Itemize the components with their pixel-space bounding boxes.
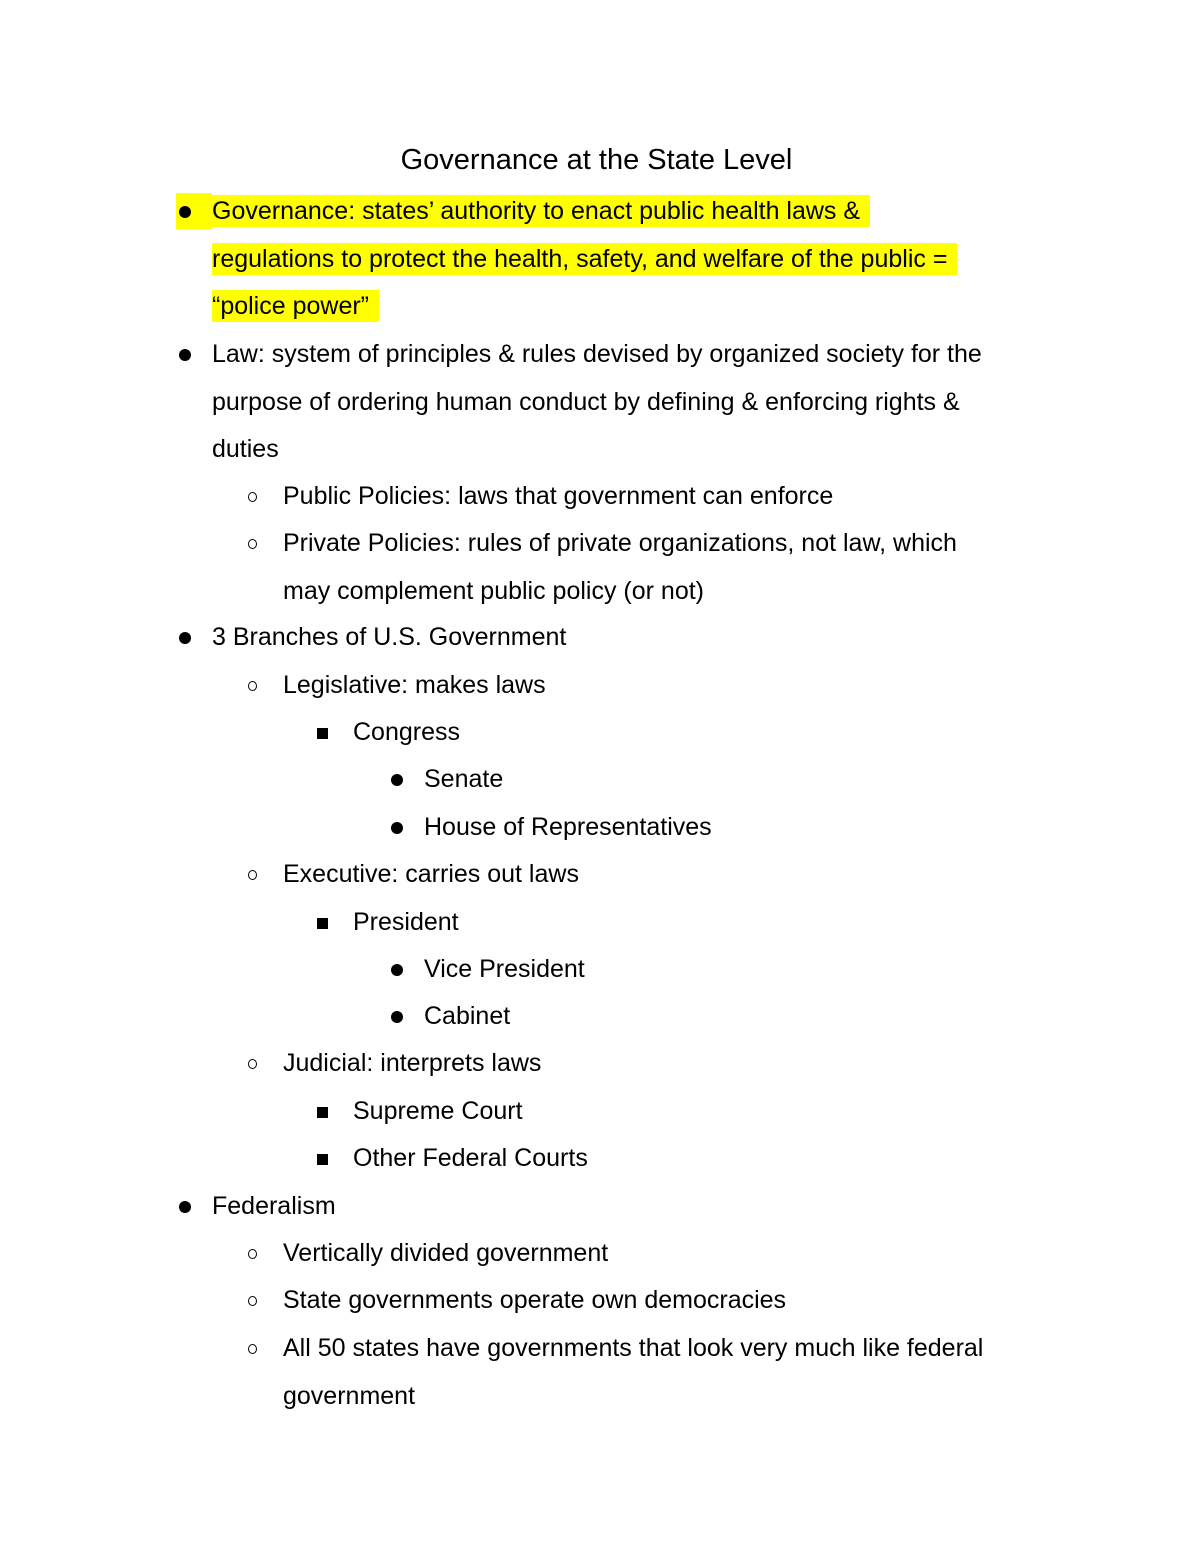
highlighted-text: “police power” [212,290,379,322]
list-item-president [353,899,1073,947]
bullet-circle-icon [245,851,269,899]
list-item-text: duties [212,435,279,463]
bullet-circle-icon [245,1230,269,1278]
list-item-governance [212,188,1072,331]
list-item-text: purpose of ordering human conduct by defining & enforcing rights & [212,387,960,416]
bullet-disc-icon [386,756,410,804]
list-item-text: President [353,908,459,936]
bullet-disc-icon [174,614,198,662]
bullet-circle-icon [245,520,269,568]
list-item-text: Public Policies: laws that government can enforce [283,482,834,510]
highlighted-text: regulations to protect the health, safety, and welfare of the public = [212,243,957,275]
highlighted-text: Governance: states’ authority to enact public health laws & [212,195,870,227]
list-item-text: All 50 states have governments that look very much like federal [283,1334,984,1362]
list-item-text: Legislative: makes laws [283,671,546,699]
bullet-square-icon [315,709,339,757]
list-item-law [212,331,1072,474]
list-item-vertically [283,1230,1073,1278]
bullet-square-icon [315,899,339,947]
list-item-text: Judicial: interprets laws [283,1049,542,1077]
list-item-text: State governments operate own democracies [283,1286,787,1314]
list-item-text: Vertically divided government [283,1239,609,1267]
list-item-all-50-states [283,1325,1073,1420]
list-item-text: Cabinet [424,1002,511,1030]
list-item-judicial [283,1040,1073,1088]
list-item-text: Private Policies: rules of private organizations, not law, which [283,529,957,557]
list-item-private-policies [283,520,1073,615]
page-title: Governance at the State Level [400,144,793,176]
bullet-disc-icon [174,1183,198,1231]
bullet-circle-icon [245,662,269,710]
list-item-senate [424,756,1074,804]
bullet-disc-icon [174,331,198,379]
list-item-text: 3 Branches of U.S. Government [212,623,567,651]
list-item-branches [212,614,1072,662]
list-item-house [424,804,1074,852]
list-item-text: Law: system of principles & rules devised by organized society for the [212,340,982,368]
list-item-public-policies [283,473,1073,521]
list-item-text: Executive: carries out laws [283,860,579,888]
list-item-federalism [212,1183,1072,1231]
bullet-disc-icon [174,188,198,236]
list-item-supreme-court [353,1088,1073,1136]
list-item-text: Federalism [212,1192,336,1220]
list-item-text: government [283,1381,416,1410]
list-item-text: Supreme Court [353,1097,523,1125]
list-item-congress [353,709,1073,757]
bullet-square-icon [315,1135,339,1183]
bullet-disc-icon [386,946,410,994]
list-item-text: Vice President [424,955,585,983]
list-item-text: Senate [424,765,504,793]
bullet-circle-icon [245,1325,269,1373]
bullet-disc-icon [386,993,410,1041]
list-item-text: Congress [353,718,460,746]
list-item-cabinet [424,993,1074,1041]
list-item-state-governments [283,1277,1073,1325]
list-item-text: House of Representatives [424,813,712,841]
list-item-other-courts [353,1135,1073,1183]
list-item-legislative [283,662,1073,710]
list-item-text: may complement public policy (or not) [283,576,704,605]
list-item-text: Other Federal Courts [353,1144,588,1172]
bullet-circle-icon [245,1277,269,1325]
bullet-disc-icon [386,804,410,852]
list-item-vice-president [424,946,1074,994]
bullet-circle-icon [245,1040,269,1088]
bullet-square-icon [315,1088,339,1136]
list-item-executive [283,851,1073,899]
bullet-circle-icon [245,473,269,521]
